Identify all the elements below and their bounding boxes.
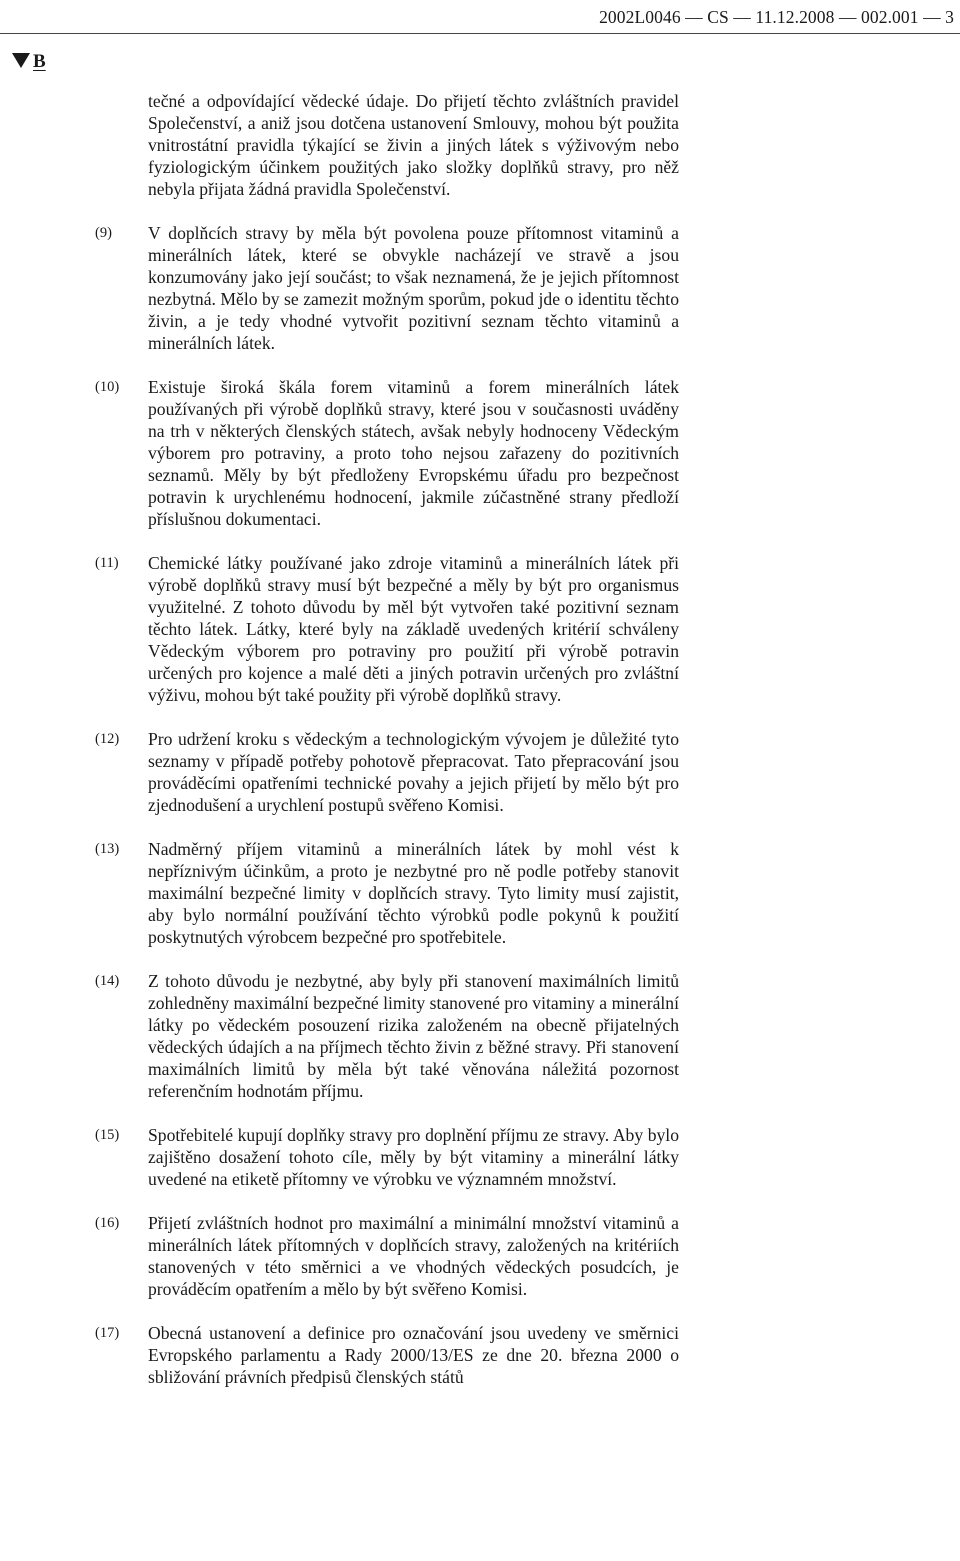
recital-number: (14) [95, 973, 120, 989]
triangle-down-icon [12, 53, 30, 68]
amendment-marker-label: B [33, 51, 46, 72]
recital-text: Existuje široká škála forem vitaminů a forem minerálních látek používaných při výrobě doplňků stravy, které jsou v současnosti uváděny na trh v některých členských státech, avšak nebyly hodnoceny Vědeckým výborem pro potraviny, a proto toho nejsou zařazeny do pozitivních seznamů. Měly by být předloženy Evropskému úřadu pro bezpečnost potravin k urychlenému hodnocení, jakmile zúčastněné strany předloží příslušnou dokumentaci. [148, 377, 679, 529]
recital-11 [95, 552, 679, 706]
recital-number: (16) [95, 1215, 120, 1231]
recital-text: Nadměrný příjem vitaminů a minerálních látek by mohl vést k nepříznivým účinkům, a proto je nezbytné pro ně podle potřeby stanovit maximální bezpečné limity v doplňcích stravy. Tyto limity musí zajistit, aby bylo normální používání těchto výrobků podle pokynů k použití poskytnutých výrobcem bezpečné pro spotřebitele. [148, 839, 679, 947]
recital-13 [95, 838, 679, 948]
recital-number: (17) [95, 1325, 120, 1341]
recital-text: Přijetí zvláštních hodnot pro maximální a minimální množství vitaminů a minerálních látek přítomných v doplňcích stravy, založených na kritériích stanovených v této směrnici a ve vhodných vědeckých posudcích, je prováděcím opatřením a mělo by být svěřeno Komisi. [148, 1213, 679, 1299]
recital-number: (9) [95, 225, 112, 241]
page-header [0, 6, 960, 34]
recital-number: (11) [95, 555, 119, 571]
amendment-marker [12, 51, 46, 73]
recital-text: Spotřebitelé kupují doplňky stravy pro doplnění příjmu ze stravy. Aby bylo zajištěno dosažení tohoto cíle, měly by být vitaminy a minerální látky uvedené na etiketě přítomny ve výrobku ve významném množství. [148, 1125, 679, 1189]
recital-number: (12) [95, 731, 120, 747]
recital-text: Chemické látky používané jako zdroje vitaminů a minerálních látek při výrobě doplňků stravy musí být bezpečné a měly by být pro organismus využitelné. Z tohoto důvodu by měl být vytvořen také pozitivní seznam těchto látek. Látky, které byly na základě uvedených kritérií schváleny Vědeckým výborem pro potraviny pro použití při výrobě potravin určených pro kojence a malé děti a jiných potravin určených pro zvláštní výživu, mohou být také použity při výrobě doplňků stravy. [148, 553, 679, 705]
recital-16 [95, 1212, 679, 1300]
document-reference: 2002L0046 — CS — 11.12.2008 — 002.001 — 3 [599, 7, 954, 27]
recital-text: Pro udržení kroku s vědeckým a technologickým vývojem je důležité tyto seznamy v případě potřeby pohotově přepracovat. Tato přepracování jsou prováděcími opatřeními technické povahy a jejich přijetí by mělo být pro zjednodušení a urychlení postupů svěřeno Komisi. [148, 729, 679, 815]
continued-paragraph: tečné a odpovídající vědecké údaje. Do přijetí těchto zvláštních pravidel Společenství, a aniž jsou dotčena ustanovení Smlouvy, mohou být použita vnitrostátní pravidla týkající se živin a jiných látek s výživovým nebo fyziologickým účinkem použitých jako složky doplňků stravy, pro něž nebyla přijata žádná pravidla Společenství. [148, 91, 679, 199]
recital-text: Z tohoto důvodu je nezbytné, aby byly při stanovení maximálních limitů zohledněny maximální bezpečné limity stanovené pro vitaminy a minerální látky po vědeckém posouzení rizika založeném na obecně přijatelných vědeckých údajích a na příjmech těchto živin z běžné stravy. Při stanovení maximálních limitů by měla být také věnována náležitá pozornost referenčním hodnotám příjmu. [148, 971, 679, 1101]
recital-text: V doplňcích stravy by měla být povolena pouze přítomnost vitaminů a minerálních látek, které se obvykle nacházejí ve stravě a jsou konzumovány jako její součást; to však neznamená, že je jejich přítomnost nezbytná. Mělo by se zamezit možným sporům, pokud jde o identitu těchto živin, a je tedy vhodné vytvořit pozitivní seznam těchto vitaminů a minerálních látek. [148, 223, 679, 353]
recital-17 [95, 1322, 679, 1388]
recital-14 [95, 970, 679, 1102]
recital-number: (10) [95, 379, 120, 395]
recital-10 [95, 376, 679, 530]
recital-9 [95, 222, 679, 354]
recital-15 [95, 1124, 679, 1190]
recital-number: (13) [95, 841, 120, 857]
recital-text: Obecná ustanovení a definice pro označování jsou uvedeny ve směrnici Evropského parlamentu a Rady 2000/13/ES ze dne 20. března 2000 o sbližování právních předpisů členských států [148, 1323, 679, 1387]
recital-number: (15) [95, 1127, 120, 1143]
document-body [95, 90, 679, 1410]
recital-12 [95, 728, 679, 816]
